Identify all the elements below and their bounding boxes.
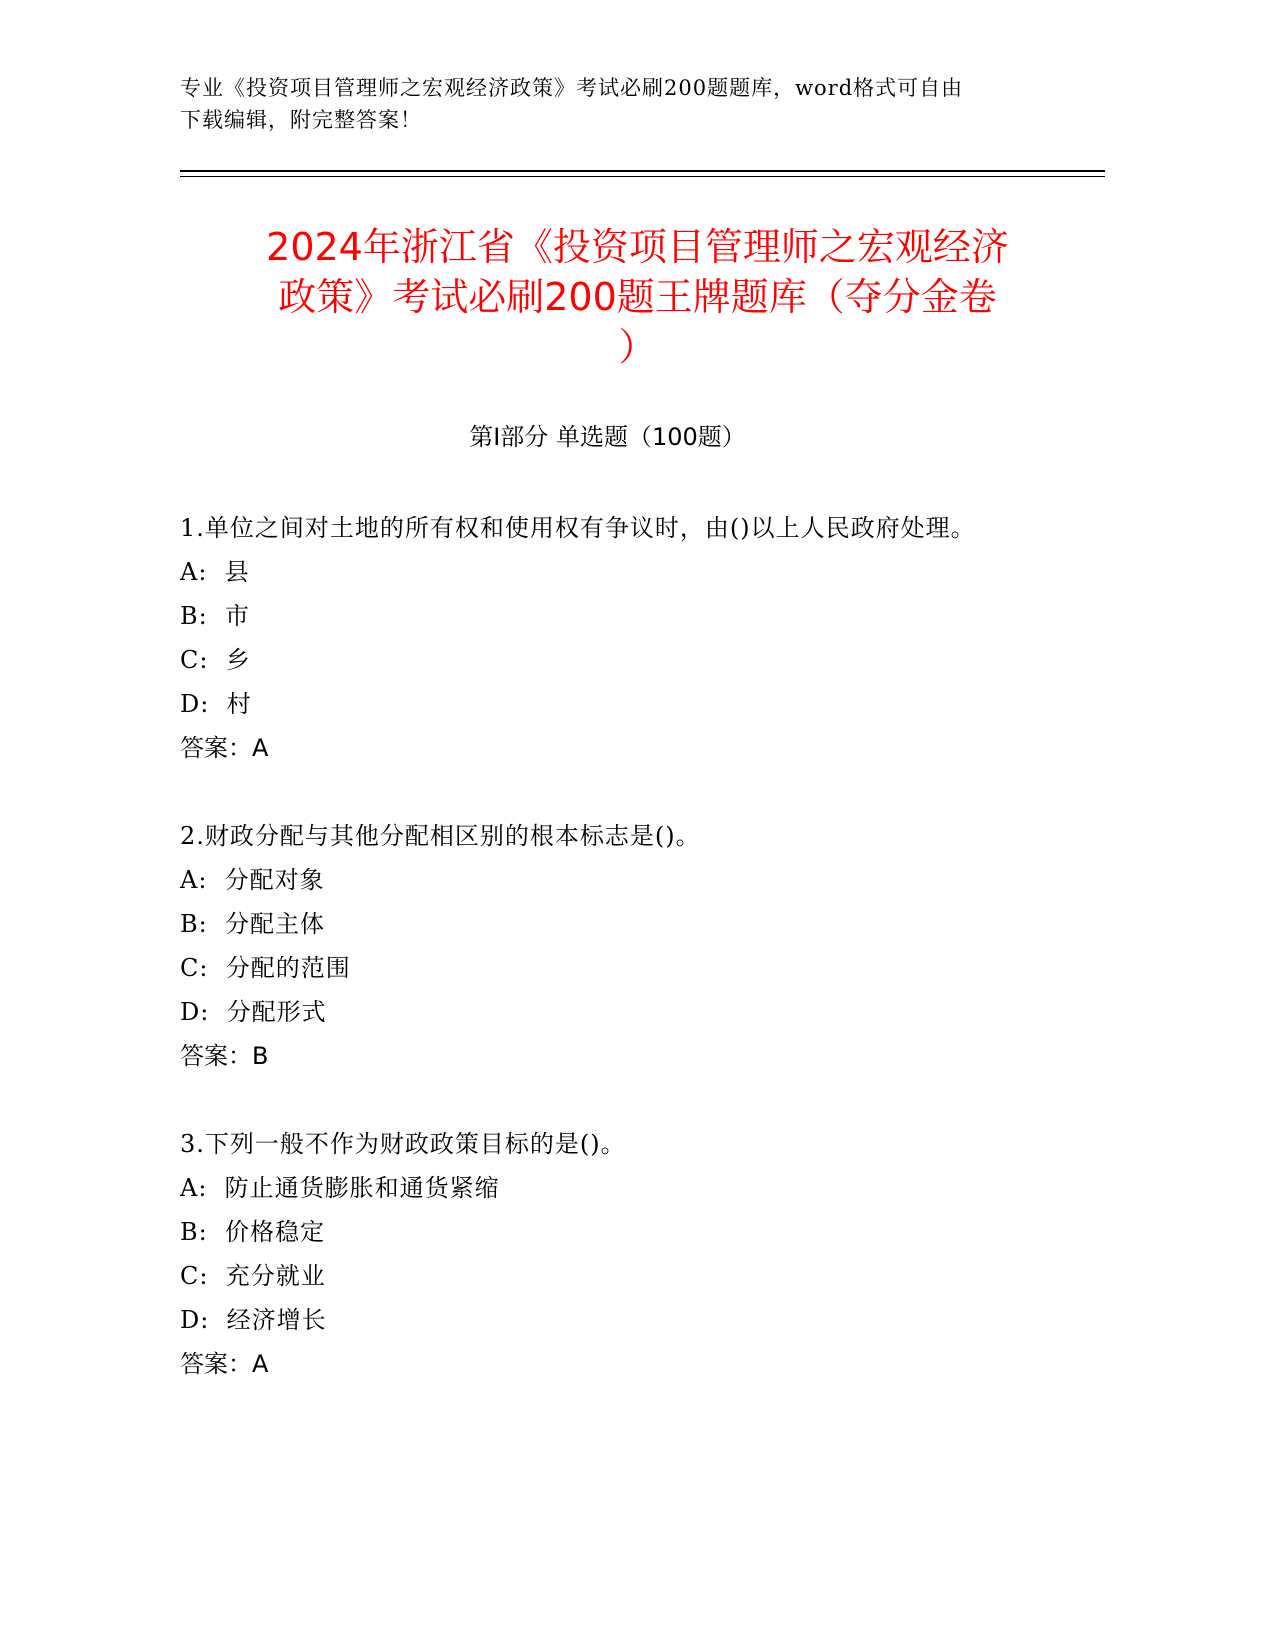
question-item — [180, 1122, 1040, 1386]
option-d: D: 村 — [180, 690, 252, 718]
header-divider-thick — [180, 170, 1105, 172]
option-c: C: 充分就业 — [180, 1262, 326, 1290]
document-title — [160, 222, 1115, 372]
option-a: A: 县 — [180, 558, 250, 586]
answer: 答案：A — [180, 734, 269, 762]
title-line-3: ） — [618, 325, 657, 369]
option-c: C: 分配的范围 — [180, 954, 351, 982]
option-a: A: 分配对象 — [180, 866, 325, 894]
section-heading: 第Ⅰ部分 单选题（100题） — [469, 423, 746, 451]
title-line-2: 政策》考试必刷200题王牌题库（夺分金卷 — [278, 275, 997, 319]
option-a: A: 防止通货膨胀和通货紧缩 — [180, 1174, 500, 1202]
document-header-note — [180, 72, 1080, 136]
question-item — [180, 814, 1040, 1078]
answer: 答案：A — [180, 1350, 269, 1378]
option-b: B: 市 — [180, 602, 250, 630]
answer: 答案：B — [180, 1042, 269, 1070]
option-d: D: 分配形式 — [180, 998, 327, 1026]
option-b: B: 价格稳定 — [180, 1218, 325, 1246]
title-line-1: 2024年浙江省《投资项目管理师之宏观经济 — [266, 225, 1009, 269]
question-item — [180, 506, 1040, 770]
option-c: C: 乡 — [180, 646, 251, 674]
header-note-line-1: 专业《投资项目管理师之宏观经济政策》考试必刷200题题库，word格式可自由 — [180, 76, 964, 100]
header-note-line-2: 下载编辑，附完整答案！ — [180, 108, 422, 132]
question-stem: 1.单位之间对土地的所有权和使用权有争议时，由()以上人民政府处理。 — [180, 514, 976, 542]
question-stem: 2.财政分配与其他分配相区别的根本标志是()。 — [180, 822, 701, 850]
header-divider-thin — [180, 176, 1105, 177]
option-b: B: 分配主体 — [180, 910, 325, 938]
question-stem: 3.下列一般不作为财政政策目标的是()。 — [180, 1130, 626, 1158]
question-list — [180, 506, 1040, 1430]
option-d: D: 经济增长 — [180, 1306, 327, 1334]
